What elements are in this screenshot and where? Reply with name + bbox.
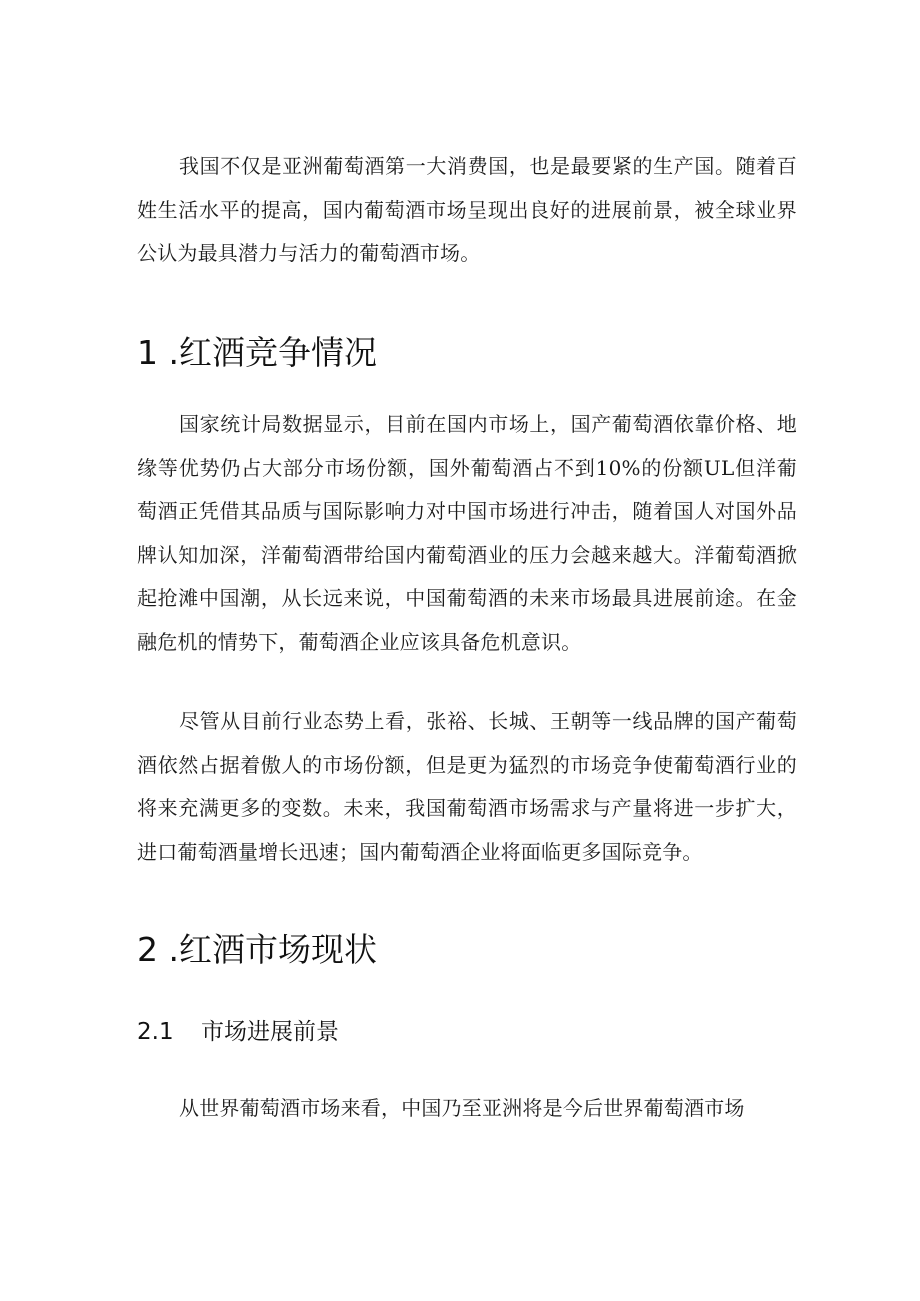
section-1-number: 1 <box>137 333 158 372</box>
subsection-2-1-number: 2.1 <box>137 1019 174 1045</box>
section-1-heading <box>137 333 377 373</box>
section-1-title: .红酒竞争情况 <box>168 333 377 372</box>
section-1-paragraph-1: 国家统计局数据显示，目前在国内市场上，国产葡萄酒依靠价格、地缘等优势仍占大部分市场份额，国外葡萄酒占不到10%的份额UL但洋葡萄酒正凭借其品质与国际影响力对中国市场进行冲击，随着国人对国外品牌认知加深，洋葡萄酒带给国内葡萄酒业的压力会越来越大。洋葡萄酒掀起抢滩中国潮，从长远来说，中国葡萄酒的未来市场最具进展前途。在金融危机的情势下，葡萄酒企业应该具备危机意识。 <box>137 412 797 654</box>
section-2-number: 2 <box>137 930 158 969</box>
subsection-2-1-title: 市场进展前景 <box>201 1019 339 1045</box>
subsection-2-1-heading <box>137 1016 339 1048</box>
intro-paragraph: 我国不仅是亚洲葡萄酒第一大消费国，也是最要紧的生产国。随着百姓生活水平的提高，国内葡萄酒市场呈现出良好的进展前景，被全球业界公认为最具潜力与活力的葡萄酒市场。 <box>137 154 797 266</box>
section-2-title: .红酒市场现状 <box>168 930 377 969</box>
subsection-2-1-paragraph: 从世界葡萄酒市场来看，中国乃至亚洲将是今后世界葡萄酒市场 <box>179 1096 745 1120</box>
section-2-heading <box>137 930 377 970</box>
section-1-paragraph-2: 尽管从目前行业态势上看，张裕、长城、王朝等一线品牌的国产葡萄酒依然占据着傲人的市场份额，但是更为猛烈的市场竞争使葡萄酒行业的将来充满更多的变数。未来，我国葡萄酒市场需求与产量将进一步扩大，进口葡萄酒量增长迅速；国内葡萄酒企业将面临更多国际竞争。 <box>137 709 797 864</box>
